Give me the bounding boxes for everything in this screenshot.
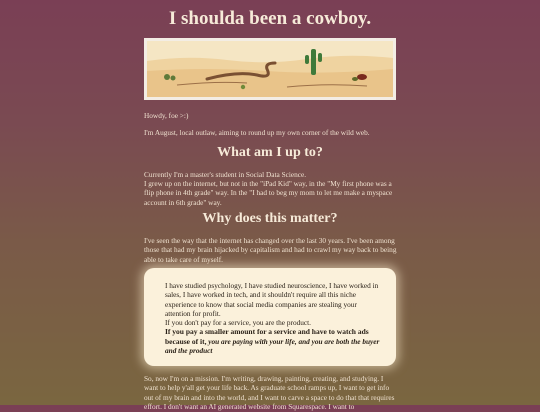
callout-line-1: I have studied psychology, I have studied neuroscience, I have worked in sales, I have worked in tech, and it shouldn't require all this niche experience to know that social media companies are stealing your attention for profit.	[165, 281, 379, 318]
section-why-text: I've seen the way that the internet has changed over the last 30 years. I've been among those that had my brain hijacked by capitalism and had to crawl my way back to being able to take care of myself.	[144, 236, 397, 264]
greeting-text: Howdy, foe >:)	[144, 111, 189, 120]
section-what-line-2: I grew up on the internet, but not in the "iPad Kid" way, in the "My first phone was a flip phone in 4th grade" way. In the "I had to beg my mom to let me make a myspace account in 6th grade" way.	[144, 179, 393, 207]
section-heading-why: Why does this matter?	[202, 211, 338, 226]
callout-bold-lead: If you pay a smaller amount for a service and have to watch ads because of it,	[165, 327, 369, 346]
page-title: I shoulda been a cowboy.	[168, 8, 372, 29]
callout-line-2: If you don't pay for a service, you are the product.	[165, 318, 311, 328]
section-what-line-1: Currently I'm a master's student in Social Data Science.	[144, 170, 307, 179]
desert-illustration	[147, 41, 393, 97]
mission-text: So, now I'm on a mission. I'm writing, drawing, painting, creating, and studying. I want to help y'all get your life back. As graduate school ramps up, I want to get info out of my brain and into the world, and I want to carve a space to do that that requires effort. I don't want an AI generated website from Squarespace. I want to	[144, 374, 395, 412]
about-text: I'm August, local outlaw, aiming to round up my own corner of the wild web.	[144, 128, 370, 137]
callout-emphasis	[165, 327, 380, 355]
desert-banner-image	[144, 38, 396, 100]
quote-callout	[144, 268, 396, 366]
callout-bold-italic: you are paying with your life, and you are both the buyer and the product	[165, 336, 380, 356]
section-heading-what: What am I up to?	[217, 145, 323, 160]
